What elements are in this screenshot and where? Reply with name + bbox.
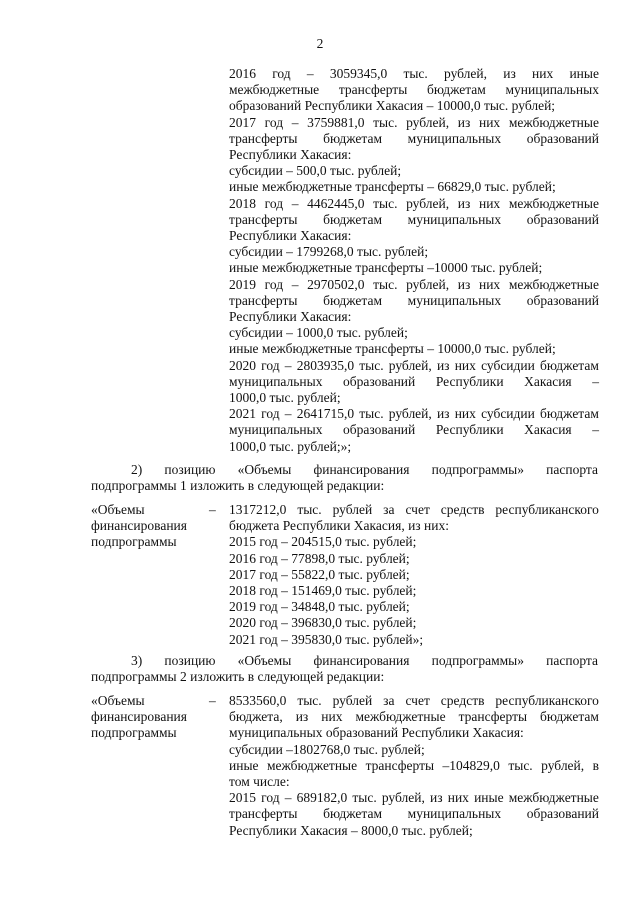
word: 2018 — [229, 195, 256, 211]
body-line — [229, 163, 599, 179]
body-line — [229, 179, 599, 195]
word: 3059345,0 — [329, 66, 388, 81]
word: бюджетам — [323, 292, 383, 308]
word: тыс. — [373, 195, 398, 211]
body-line — [229, 277, 599, 293]
word: год — [264, 114, 284, 130]
word: образований — [343, 373, 416, 389]
word: из — [503, 66, 516, 81]
body-line — [229, 228, 599, 244]
word: 2803935,0 — [296, 357, 355, 373]
body-line — [229, 742, 599, 758]
word: «Объемы — [237, 462, 292, 477]
word: бюджетам — [323, 211, 383, 227]
word: год — [261, 790, 280, 806]
word: тыс. — [359, 357, 384, 373]
body-line — [229, 341, 599, 357]
body-line — [229, 422, 599, 438]
word: 2019 год – 34848,0 тыс. рублей; — [229, 599, 410, 615]
word: 2016 — [229, 66, 256, 81]
word: трансферты — [365, 757, 435, 773]
body-line — [229, 147, 599, 163]
word: 2016 год – 77898,0 тыс. рублей; — [229, 550, 410, 566]
word: трансферты — [458, 709, 528, 725]
body-line — [229, 725, 599, 741]
word: муниципальных — [229, 422, 323, 438]
word: – — [291, 195, 299, 211]
word: паспорта — [546, 462, 598, 477]
word: позицию — [164, 653, 216, 668]
word: них — [454, 357, 476, 373]
body-line — [229, 406, 599, 422]
word: 8533560,0 — [229, 693, 287, 708]
word: 2020 год – 396830,0 тыс. рублей; — [229, 615, 417, 631]
word: бюджетам — [540, 357, 599, 373]
body-line — [229, 390, 599, 406]
body-line — [229, 66, 599, 82]
word: иные — [474, 790, 504, 806]
word: межбюджетные — [355, 709, 446, 725]
item-heading-line — [131, 462, 598, 478]
row-label: подпрограммы — [91, 725, 177, 741]
word: 1317212,0 — [229, 502, 287, 517]
body-line — [229, 693, 599, 709]
word: муниципальных — [229, 373, 323, 389]
word: 3) — [131, 653, 143, 668]
word: финансирования — [313, 653, 410, 668]
word: муниципальных образований Республики Хакасия: — [229, 725, 524, 741]
word: 2015 год – 204515,0 тыс. рублей; — [229, 534, 417, 550]
word: межбюджетные — [266, 757, 358, 773]
item-heading-line — [131, 653, 598, 669]
word: 3759881,0 — [307, 114, 365, 130]
word: них — [478, 276, 501, 292]
row-label: «Объемы — [91, 502, 145, 517]
word: иные межбюджетные трансферты – 66829,0 тыс. рублей; — [229, 179, 556, 195]
word: республиканского — [495, 693, 599, 708]
word: рублей, — [406, 114, 450, 130]
word: бюджетам — [540, 709, 599, 725]
word: тыс. — [352, 790, 377, 806]
word: межбюджетные — [229, 82, 320, 98]
word: тыс. — [373, 114, 398, 130]
word: тыс. — [297, 502, 322, 517]
word: муниципальных — [505, 82, 599, 98]
word: 2970502,0 — [307, 276, 365, 292]
body-line — [229, 260, 599, 276]
word: год — [264, 276, 284, 292]
word: средств — [440, 502, 485, 517]
word: из — [457, 276, 471, 292]
word: субсидии — [481, 357, 535, 373]
word: 1000,0 тыс. рублей; — [229, 390, 341, 405]
body-line — [229, 293, 599, 309]
word: финансирования — [313, 462, 410, 477]
word: рублей, — [381, 790, 425, 806]
word: рублей — [332, 693, 373, 708]
word: – — [592, 373, 599, 389]
body-line — [229, 823, 599, 839]
word: них — [478, 114, 501, 130]
word: них — [454, 406, 476, 422]
word: рублей, — [444, 66, 488, 81]
word: Республики Хакасия – 8000,0 тыс. рублей; — [229, 822, 473, 838]
word: них — [532, 66, 554, 81]
word: Республики Хакасия: — [229, 309, 352, 324]
word: трансферты — [229, 292, 298, 308]
word: из — [295, 709, 309, 725]
body-line — [229, 115, 599, 131]
word: средств — [440, 693, 485, 708]
word: трансферты — [229, 211, 298, 227]
word: 2019 — [229, 276, 256, 292]
body-line — [229, 196, 599, 212]
word: тыс. — [297, 693, 322, 708]
word: бюджета, — [229, 709, 283, 725]
body-line — [229, 439, 599, 455]
body-line — [229, 758, 599, 774]
word: из — [457, 114, 471, 130]
word: год — [264, 195, 284, 211]
word: образований — [526, 211, 599, 227]
word: «Объемы — [237, 653, 292, 668]
row-label: финансирования — [91, 518, 187, 534]
word: них — [447, 790, 469, 806]
word: рублей, — [541, 757, 585, 773]
word: субсидии – 1000,0 тыс. рублей; — [229, 325, 408, 341]
word: бюджетам — [426, 82, 486, 98]
word: за — [383, 693, 395, 708]
word: – — [291, 114, 299, 130]
word: счет — [405, 693, 430, 708]
body-line — [229, 502, 599, 518]
word: из — [436, 357, 450, 373]
word: – — [592, 422, 599, 438]
word: позицию — [164, 462, 216, 477]
word: – — [284, 790, 292, 806]
word: тыс. — [508, 757, 533, 773]
word: трансферты — [338, 82, 408, 98]
word: тыс. — [403, 66, 428, 81]
word: счет — [405, 502, 430, 517]
body-line — [229, 599, 599, 615]
word: образований — [526, 806, 599, 822]
body-line — [229, 632, 599, 648]
body-line — [229, 583, 599, 599]
row-label: «Объемы — [91, 693, 145, 708]
word: муниципальных — [407, 806, 502, 822]
word: подпрограммы» — [431, 462, 524, 477]
word: 2021 год – 395830,0 тыс. рублей»; — [229, 631, 424, 647]
word: из — [436, 406, 450, 422]
word: Республики Хакасия: — [229, 147, 352, 162]
word: Республики — [435, 373, 504, 389]
word: образований — [526, 292, 599, 308]
word: иные межбюджетные трансферты – 10000,0 тыс. рублей; — [229, 341, 556, 357]
body-line — [229, 325, 599, 341]
word: 2017 — [229, 114, 256, 130]
word: 2018 год – 151469,0 тыс. рублей; — [229, 583, 417, 598]
page-number: 2 — [316, 36, 324, 51]
item-heading-line: подпрограммы 1 изложить в следующей редакции: — [91, 478, 385, 494]
word: из — [457, 195, 471, 211]
word: год — [261, 406, 280, 422]
body-line — [229, 358, 599, 374]
word: рублей, — [406, 195, 450, 211]
word: 2021 — [229, 406, 256, 422]
word: – — [284, 357, 292, 373]
word: них — [321, 709, 343, 725]
word: рублей, — [388, 406, 432, 422]
word: 2) — [131, 462, 143, 477]
word: них — [478, 195, 501, 211]
word: год — [261, 357, 280, 373]
word: иные — [229, 757, 259, 773]
word: межбюджетные — [508, 114, 599, 130]
word: муниципальных — [407, 130, 502, 146]
word: 2015 — [229, 790, 256, 806]
word: год — [272, 66, 291, 81]
body-line — [229, 518, 599, 534]
word: тыс. — [359, 406, 384, 422]
word: – — [291, 276, 299, 292]
word: республиканского — [495, 502, 599, 517]
word: в — [592, 757, 599, 773]
word: субсидии — [481, 406, 535, 422]
word: бюджета Республики Хакасия, из них: — [229, 518, 449, 534]
body-line — [229, 709, 599, 725]
body-line — [229, 774, 599, 790]
word: бюджетам — [540, 406, 599, 422]
word: иные межбюджетные трансферты –10000 тыс. рублей; — [229, 260, 543, 276]
row-dash: – — [209, 693, 216, 708]
word: из — [430, 790, 443, 806]
body-line — [229, 82, 599, 98]
body-line — [229, 567, 599, 583]
word: межбюджетные — [508, 276, 599, 292]
word: образований — [526, 130, 599, 146]
word: межбюджетные — [508, 195, 599, 211]
word: 4462445,0 — [307, 195, 365, 211]
word: трансферты — [229, 130, 298, 146]
word: рублей — [332, 502, 373, 517]
word: 2017 год – 55822,0 тыс. рублей; — [229, 566, 410, 582]
word: рублей, — [406, 276, 450, 292]
word: Республики — [435, 422, 504, 438]
body-line — [229, 374, 599, 390]
word: тыс. — [373, 276, 398, 292]
word: образований Республики Хакасия – 10000,0 тыс. рублей; — [229, 98, 556, 114]
word: том числе: — [229, 774, 290, 789]
word: 1000,0 тыс. рублей;»; — [229, 438, 352, 454]
word: подпрограммы» — [431, 653, 524, 668]
body-line — [229, 98, 599, 114]
word: 689182,0 — [296, 790, 348, 806]
word: – — [306, 66, 314, 81]
word: Хакасия — [524, 422, 572, 438]
word: бюджетам — [323, 130, 383, 146]
word: Хакасия — [524, 373, 572, 389]
row-dash: – — [209, 502, 216, 517]
word: субсидии – 1799268,0 тыс. рублей; — [229, 244, 429, 260]
row-label: финансирования — [91, 709, 187, 725]
word: иные — [569, 66, 599, 81]
body-line — [229, 309, 599, 325]
word: муниципальных — [407, 292, 502, 308]
body-line — [229, 212, 599, 228]
body-line — [229, 790, 599, 806]
word: бюджетам — [323, 806, 383, 822]
word: 2641715,0 — [296, 406, 355, 422]
word: трансферты — [229, 806, 298, 822]
row-label: подпрограммы — [91, 534, 177, 550]
word: межбюджетные — [508, 790, 599, 806]
word: муниципальных — [407, 211, 502, 227]
body-line — [229, 551, 599, 567]
body-line — [229, 534, 599, 550]
word: Республики Хакасия: — [229, 228, 352, 243]
item-heading-line: подпрограммы 2 изложить в следующей редакции: — [91, 669, 385, 685]
word: субсидии –1802768,0 тыс. рублей; — [229, 741, 425, 757]
word: 2020 — [229, 357, 256, 373]
body-line — [229, 131, 599, 147]
word: – — [284, 406, 292, 422]
word: –104829,0 — [442, 757, 500, 773]
body-line — [229, 244, 599, 260]
word: за — [383, 502, 395, 517]
word: рублей, — [388, 357, 432, 373]
body-line — [229, 615, 599, 631]
word: паспорта — [546, 653, 598, 668]
body-line — [229, 806, 599, 822]
word: субсидии – 500,0 тыс. рублей; — [229, 163, 402, 179]
word: образований — [343, 422, 416, 438]
